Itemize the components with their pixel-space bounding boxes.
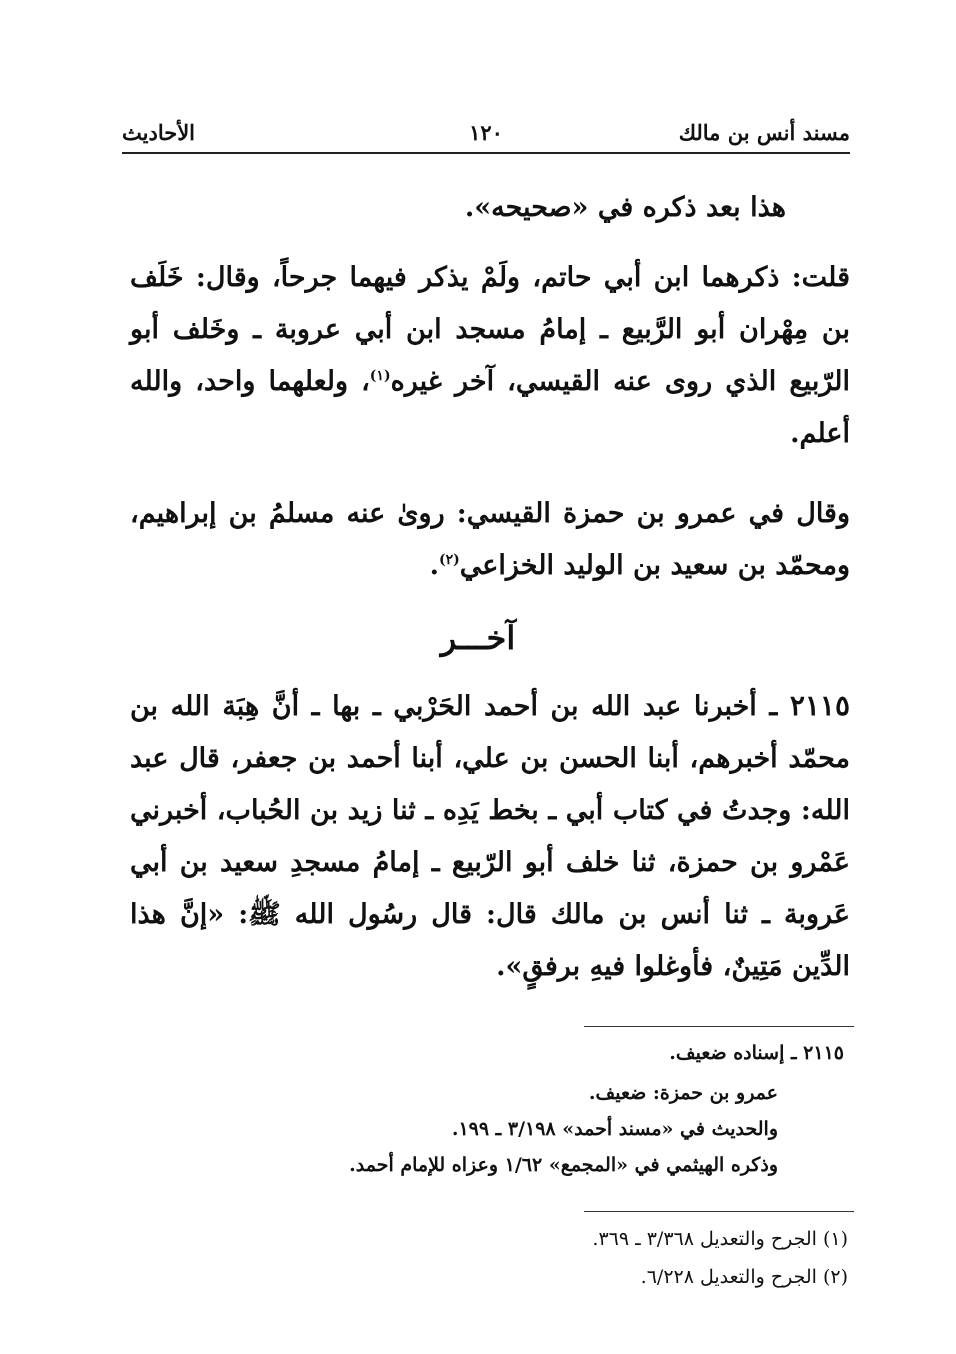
footnote-ref-2[interactable]: (٢) [439,552,460,568]
paragraph-1 [146,182,786,234]
section-heading: آخـــر [440,619,516,657]
book-title: مسند أنس بن مالك [678,120,850,145]
takhrij-line-2: عمرو بن حمزة: ضعيف. [588,1082,778,1104]
footnote-ref-1[interactable]: (١) [369,368,391,384]
paragraph-2 [130,252,850,460]
footnote-2: (٢) الجرح والتعديل ٦/٢٢٨. [640,1266,848,1288]
paragraph-2-tail: ، ولعلهما واحد، والله أعلم. [130,366,850,449]
running-header [122,118,850,154]
paragraph-3 [130,488,850,592]
page-number: ١٢٠ [469,120,503,145]
paragraph-1-text: هذا بعد ذكره في «صحيحه». [464,192,786,223]
footnotes-divider [584,1211,854,1212]
paragraph-3-text: وقال في عمرو بن حمزة القيسي: روىٰ عنه مسلمُ بن إبراهيم، ومحمّد بن سعيد بن الوليد الخزاعي [130,498,850,581]
takhrij-line-3: والحديث في «مسند أحمد» ٣/١٩٨ ـ ١٩٩. [451,1118,778,1140]
hadith-text: ـ أخبرنا عبد الله بن أحمد الحَرْبي ـ بها ـ أنَّ هِبَة الله بن محمّد أخبرهم، أبنا الحسن بن علي، أبنا أحمد بن جعفر، قال عبد الله: وجدتُ في كتاب أبي ـ بخط يَدِه ـ ثنا زيد بن الحُباب، أخبرني عَمْرو بن حمزة، ثنا خلف أبو الرّبيع ـ إمامُ مسجدِ سعيد بن أبي عَروبة ـ ثنا أنس بن مالك قال: قال رسُول الله ﷺ: «إنَّ هذا الدِّين مَتِينٌ، فأوغلوا فيهِ برفقٍ». [130,691,850,982]
section-title: الأحاديث [122,120,196,145]
takhrij-line-1: ٢١١٥ ـ إسناده ضعيف. [669,1042,844,1064]
takhrij-divider [584,1026,854,1027]
takhrij-line-4: وذكره الهيثمي في «المجمع» ١/٦٢ وعزاه للإمام أحمد. [349,1154,778,1176]
paragraph-2-text: قلت: ذكرهما ابن أبي حاتم، ولَمْ يذكر فيهما جرحاً، وقال: خَلَف بن مِهْران أبو الرَّبيع ـ إمامُ مسجد ابن أبي عروبة ـ وخَلف أبو الرّبيع الذي روى عنه القيسي، آخر غيره [130,262,850,397]
hadith-paragraph [130,680,850,993]
paragraph-3-tail: . [429,550,439,581]
hadith-number: ٢١١٥ [789,689,850,722]
footnote-1: (١) الجرح والتعديل ٣/٣٦٨ ـ ٣٦٩. [592,1228,848,1250]
